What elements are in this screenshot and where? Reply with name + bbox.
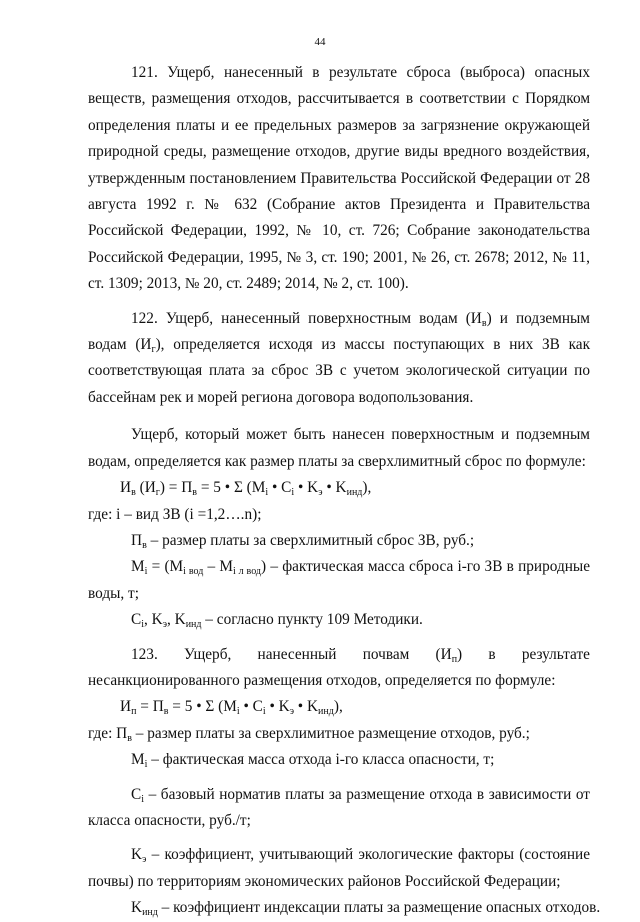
paragraph-123-second-line: несанкционированного размещения отходов, определяется по формуле: [88, 671, 556, 689]
document-body [88, 60, 601, 922]
definition-pv-soil: где: $П_в$ – размер платы за сверхлимитное размещение отходов, руб.; [88, 724, 530, 744]
paragraph-121: 121. Ущерб, нанесенный в результате сброса (выброса) опасных веществ, размещения отходов, рассчитывается в соответствии с Порядком определения платы и ее предельных размеров за загрязнение окружающей природной среды, размещение отходов, другие виды вредного воздействия, утвержденным постановлением Правительства Российской Федерации от 28 августа 1992 г. № 632 (Собрание актов Президента и Правительства Российской Федерации, 1992, № 10, ст. 726; Собрание законодательства Российской Федерации, 1995, № 3, ст. 190; 2001, № 26, ст. 2678; 2012, № 11, ст. 1309; 2013, № 20, ст. 2489; 2014, № 2, ст. 100). [88, 64, 590, 293]
definition-mi: $M_i = (M_{i вод} - M_{i л вод})$ – фактическая масса сброса i-го ЗВ в природные воды, т; [88, 558, 591, 602]
definition-pv: $П_в$ – размер платы за сверхлимитный сброс ЗВ, руб.; [131, 531, 475, 551]
definition-mi-soil: $M_i$ – фактическая масса отхода i-го класса опасности, т; [131, 751, 495, 771]
definition-ci-soil: $C_i$ – базовый норматив платы за размещение отхода в зависимости от класса опасности, руб./т; [88, 785, 590, 829]
formula-soil-damage: $И_п = П_в = 5$ • Σ ($M_i$ • $C_i$ • $K_э$ • $K_{инд}$), [120, 698, 343, 718]
paragraph-123-first-line: 123. Ущерб, нанесенный почвам $(И_п)$ в результате [131, 645, 590, 665]
paragraph-122-damage: Ущерб, который может быть нанесен поверхностным и подземным водам, определяется как размер платы за сверхлимитный сброс по формуле: [88, 426, 590, 470]
formula-where-line: где: i – вид ЗВ (i =1,2….n); [88, 505, 262, 523]
definition-ci: $C_i$, $K_э$, $K_{инд}$ – согласно пункту 109 Методики. [131, 611, 423, 631]
paragraph-122: 122. Ущерб, нанесенный поверхностным водам $(И_в)$ и подземным водам $(И_г)$, определяется исходя из массы поступающих в них ЗВ как соответствующая плата за сброс ЗВ с учетом экологической ситуации по бассейнам рек и морей региона договора водопользования. [88, 309, 590, 406]
page-number: 44 [314, 36, 326, 48]
definition-kind-soil: $K_{инд}$ – коэффициент индексации платы за размещение опасных отходов. [131, 899, 601, 919]
definition-ke-soil: $K_э$ – коэффициент, учитывающий экологические факторы (состояние почвы) по территориям экономических районов Российской Федерации; [88, 846, 590, 890]
formula-water-damage: $И_в$ $(И_г) = П_в = 5$ • Σ ($M_i$ • $C_i$ • $K_э$ • $K_{инд}$), [120, 479, 372, 499]
